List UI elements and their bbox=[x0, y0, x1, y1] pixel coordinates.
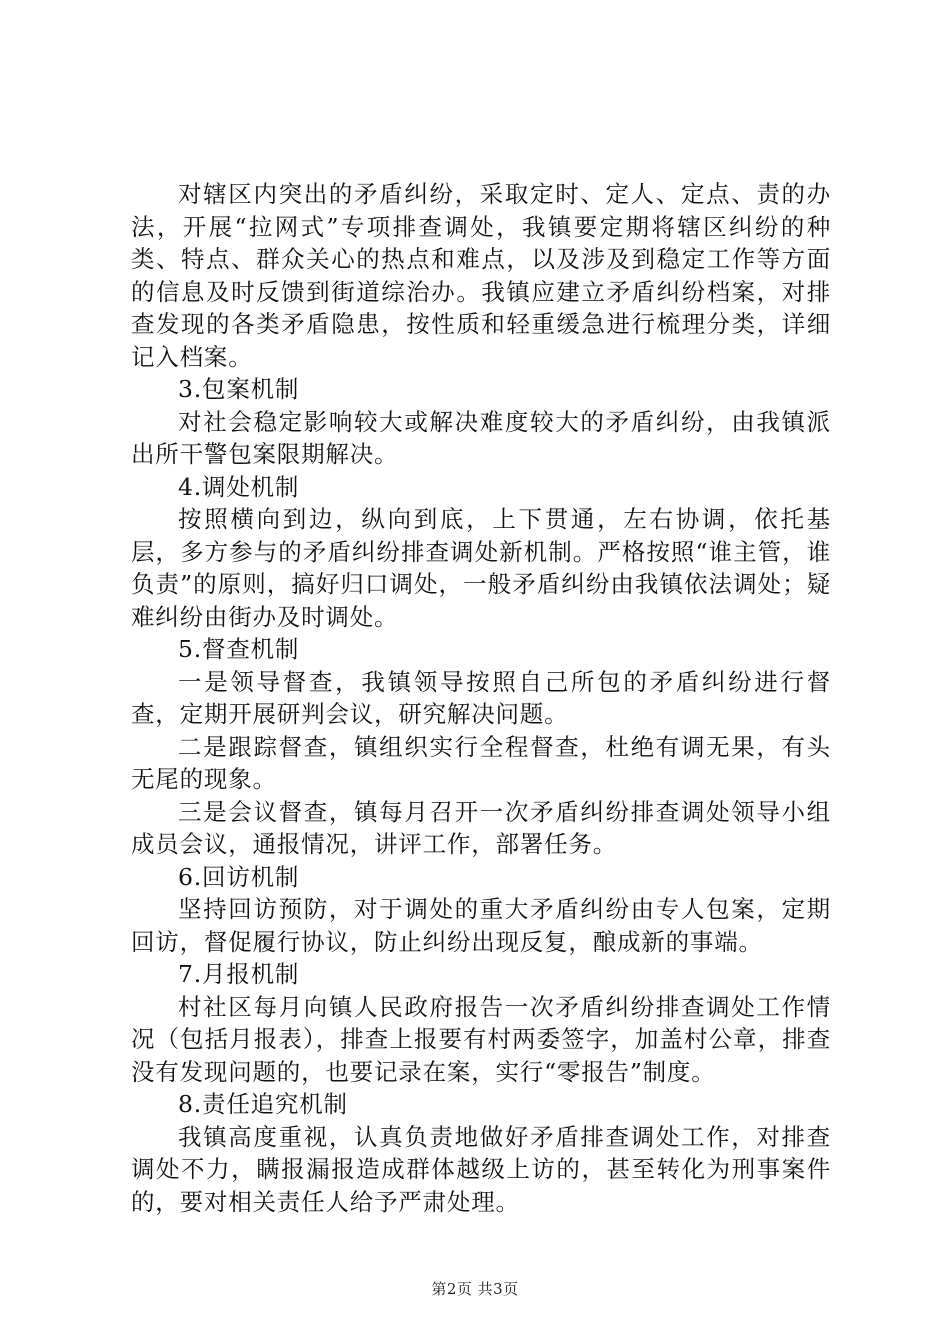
paragraph-accountability: 我镇高度重视，认真负责地做好矛盾排查调处工作，对排查调处不力，瞒报漏报造成群体越级上访的，甚至转化为刑事案件的，要对相关责任人给予严肃处理。 bbox=[131, 1122, 831, 1216]
heading-monthly-report-mechanism: 7.月报机制 bbox=[178, 960, 300, 988]
heading-accountability-mechanism: 8.责任追究机制 bbox=[178, 1090, 348, 1118]
paragraph-tracking-supervision: 二是跟踪督查，镇组织实行全程督查，杜绝有调无果，有头无尾的现象。 bbox=[131, 732, 831, 793]
paragraph-follow-up: 坚持回访预防，对于调处的重大矛盾纠纷由专人包案，定期回访，督促履行协议，防止纠纷出现反复，酿成新的事端。 bbox=[131, 895, 831, 956]
paragraph-monthly-report: 村社区每月向镇人民政府报告一次矛盾纠纷排查调处工作情况（包括月报表），排查上报要有村两委签字，加盖村公章，排查没有发现问题的，也要记录在案，实行“零报告”制度。 bbox=[131, 992, 831, 1086]
paragraph-mediation: 按照横向到边，纵向到底，上下贯通，左右协调，依托基层，多方参与的矛盾纠纷排查调处新机制。严格按照“谁主管，谁负责”的原则，搞好归口调处，一般矛盾纠纷由我镇依法调处；疑难纠纷由街办及时调处。 bbox=[131, 505, 831, 631]
heading-follow-up-mechanism: 6.回访机制 bbox=[178, 862, 300, 891]
heading-supervision-mechanism: 5.督查机制 bbox=[178, 635, 300, 663]
paragraph-case-assignment: 对社会稳定影响较大或解决难度较大的矛盾纠纷，由我镇派出所干警包案限期解决。 bbox=[131, 407, 831, 468]
heading-case-assignment-mechanism: 3.包案机制 bbox=[178, 375, 300, 403]
paragraph-dispute-investigation: 对辖区内突出的矛盾纠纷，采取定时、定人、定点、责的办法，开展“拉网式”专项排查调处，我镇要定期将辖区纠纷的种类、特点、群众关心的热点和难点，以及涉及到稳定工作等方面的信息及时反馈到街道综治办。我镇应建立矛盾纠纷档案，对排查发现的各类矛盾隐患，按性质和轻重缓急进行梳理分类，详细记入档案。 bbox=[131, 180, 831, 371]
paragraph-leadership-supervision: 一是领导督查，我镇领导按照自己所包的矛盾纠纷进行督查，定期开展研判会议，研究解决问题。 bbox=[131, 667, 831, 728]
paragraph-meeting-supervision: 三是会议督查，镇每月召开一次矛盾纠纷排查调处领导小组成员会议，通报情况，讲评工作，部署任务。 bbox=[131, 797, 831, 858]
page-footer: 第2页 共3页 bbox=[431, 1280, 519, 1298]
heading-mediation-mechanism: 4.调处机制 bbox=[178, 472, 300, 501]
document-body bbox=[131, 178, 831, 1218]
